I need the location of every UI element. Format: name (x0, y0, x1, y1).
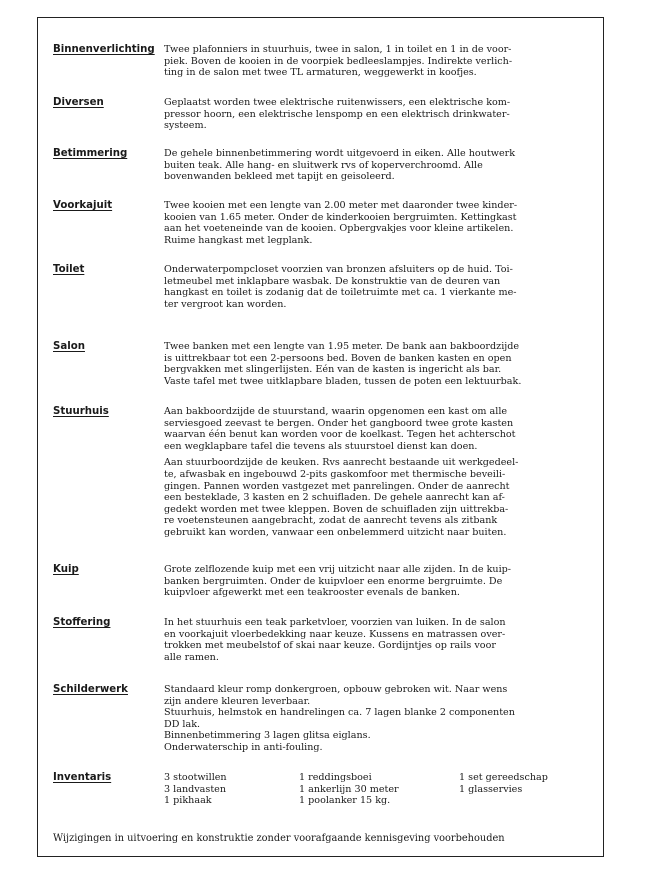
text-line: serviesgoed zeevast te bergen. Onder het gangboord twee grote kasten (164, 417, 514, 429)
inventory-item: 1 reddingsboei (299, 772, 372, 783)
paragraph (164, 264, 589, 310)
text-line: en voorkajuit vloerbedekking naar keuze. Kussens en matrassen over- (164, 628, 506, 640)
text-line: zijn andere kleuren leverbaar. (164, 695, 311, 707)
text-line: bovenwanden bekleed met tapijt en geisoleerd. (164, 171, 395, 183)
text-line: Ruime hangkast met legplank. (164, 234, 313, 246)
text-line: een wegklapbare tafel die tevens als stuurstoel dienst kan doen. (164, 440, 478, 452)
text-line: waarvan één benut kan worden voor de koelkast. Tegen het achterschot (164, 429, 516, 441)
inventory-item: 1 ankerlijn 30 meter (299, 783, 399, 795)
section-text (164, 684, 589, 759)
text-line: een besteklade, 3 kasten en 2 schuifladen. De gehele aanrecht kan af- (164, 492, 505, 504)
text-line: ter vergroot kan worden. (164, 298, 287, 310)
section-text (164, 617, 589, 668)
inventory-item: 1 pikhaak (164, 795, 212, 807)
text-line: piek. Boven de kooien in de voorpiek bedleeslampjes. Indirekte verlich- (164, 55, 513, 67)
inventory-item: 3 landvasten (164, 783, 227, 795)
text-line: Onderwaterschip in anti-fouling. (164, 741, 323, 753)
section-label: Voorkajuit (53, 200, 113, 211)
section-label: Kuip (53, 564, 79, 575)
section-text (164, 341, 589, 392)
inventory-item: 1 set gereedschap (459, 772, 548, 783)
section-text (164, 97, 589, 137)
section-label: Binnenverlichting (53, 44, 155, 55)
text-line: gedekt worden met twee kleppen. Boven de schuifladen zijn uittrekba- (164, 503, 509, 515)
inventory-column (299, 772, 399, 807)
paragraph (164, 457, 589, 538)
section-label: Schilderwerk (53, 684, 128, 695)
text-line: De gehele binnenbetimmering wordt uitgevoerd in eiken. Alle houtwerk (164, 148, 516, 159)
text-line: Binnenbetimmering 3 lagen glitsa eiglans. (164, 730, 371, 742)
section-label: Toilet (53, 264, 85, 275)
text-line: Twee plafonniers in stuurhuis, twee in salon, 1 in toilet en 1 in de voor- (164, 44, 512, 55)
section-text (164, 264, 589, 315)
inventory-item: 1 poolanker 15 kg. (299, 795, 391, 807)
paragraph (164, 44, 589, 79)
text-line: ting in de salon met twee TL armaturen, weggewerkt in koofjes. (164, 67, 477, 79)
text-line: Aan stuurboordzijde de keuken. Rvs aanrecht bestaande uit werkgedeel- (164, 457, 519, 469)
paragraph (164, 200, 589, 246)
paragraph (164, 684, 589, 754)
section-label: Diversen (53, 97, 104, 108)
text-line: aan het voeteneinde van de kooien. Opbergvakjes voor kleine artikelen. (164, 223, 514, 235)
text-line: hangkast en toilet is zodanig dat de toiletruimte met ca. 1 vierkante me- (164, 287, 517, 299)
text-line: gingen. Pannen worden vastgezet met panrelingen. Onder de aanrecht (164, 480, 510, 492)
text-line: trokken met meubelstof of skai naar keuze. Gordijntjes op rails voor (164, 640, 496, 652)
paragraph (164, 406, 589, 452)
inventory-column (164, 772, 227, 807)
text-line: Twee kooien met een lengte van 2.00 meter met daaronder twee kinder- (164, 200, 518, 211)
text-line: te, afwasbak en ingebouwd 2-pits gaskomfoor met thermische beveili- (164, 468, 506, 480)
section-label: Betimmering (53, 148, 128, 159)
text-line: Aan bakboordzijde de stuurstand, waarin opgenomen een kast om alle (164, 406, 508, 417)
paragraph (164, 148, 589, 183)
text-line: pressor hoorn, een elektrische lenspomp en een elektrisch drinkwater- (164, 108, 510, 120)
section-text (164, 406, 589, 544)
inventory-column (459, 772, 548, 795)
text-line: DD lak. (164, 718, 201, 730)
text-line: In het stuurhuis een teak parketvloer, voorzien van luiken. In de salon (164, 617, 506, 628)
paragraph (164, 97, 589, 132)
text-line: kuipvloer afgewerkt met een teakrooster evenals de banken. (164, 587, 460, 599)
text-line: Twee banken met een lengte van 1.95 meter. De bank aan bakboordzijde (164, 341, 520, 352)
text-line: gebruikt kan worden, vanwaar een onbelemmerd uitzicht naar buiten. (164, 526, 507, 538)
text-line: is uittrekbaar tot een 2-persoons bed. Boven de banken kasten en open (164, 352, 512, 364)
text-line: re voetensteunen aangebracht, zodat de aanrecht tevens als zitbank (164, 515, 498, 527)
section-text (164, 200, 589, 251)
section-label: Stuurhuis (53, 406, 109, 417)
paragraph (164, 617, 589, 663)
text-line: Grote zelflozende kuip met een vrij uitzicht naar alle zijden. In de kuip- (164, 564, 512, 575)
text-line: Vaste tafel met twee uitklapbare bladen, tussen de poten een lektuurbak. (164, 375, 522, 387)
section-label: Inventaris (53, 772, 112, 783)
section-text (164, 44, 589, 84)
text-line: systeem. (164, 120, 207, 132)
footer-note: Wijzigingen in uitvoering en konstruktie zonder voorafgaande kennisgeving voorbehouden (53, 833, 505, 844)
text-line: kooien van 1.65 meter. Onder de kinderkooien bergruimten. Kettingkast (164, 211, 517, 223)
paragraph (164, 564, 589, 599)
text-line: Standaard kleur romp donkergroen, opbouw gebroken wit. Naar wens (164, 684, 508, 695)
text-line: Geplaatst worden twee elektrische ruitenwissers, een elektrische kom- (164, 97, 511, 108)
text-line: Onderwaterpompcloset voorzien van bronzen afsluiters op de huid. Toi- (164, 264, 513, 275)
section-label: Salon (53, 341, 85, 352)
inventory-item: 3 stootwillen (164, 772, 227, 783)
text-line: buiten teak. Alle hang- en sluitwerk rvs of koperverchroomd. Alle (164, 159, 483, 171)
paragraph (164, 341, 589, 387)
section-text (164, 564, 589, 604)
text-line: Stuurhuis, helmstok en handrelingen ca. 7 lagen blanke 2 componenten (164, 707, 515, 719)
section-label: Stoffering (53, 617, 111, 628)
text-line: banken bergruimten. Onder de kuipvloer een enorme bergruimte. De (164, 575, 503, 587)
section-text (164, 148, 589, 188)
text-line: letmeubel met inklapbare wasbak. De konstruktie van de deuren van (164, 275, 501, 287)
text-line: alle ramen. (164, 651, 219, 663)
inventory-item: 1 glasservies (459, 783, 523, 795)
text-line: bergvakken met slingerlijsten. Eén van de kasten is ingericht als bar. (164, 364, 502, 376)
